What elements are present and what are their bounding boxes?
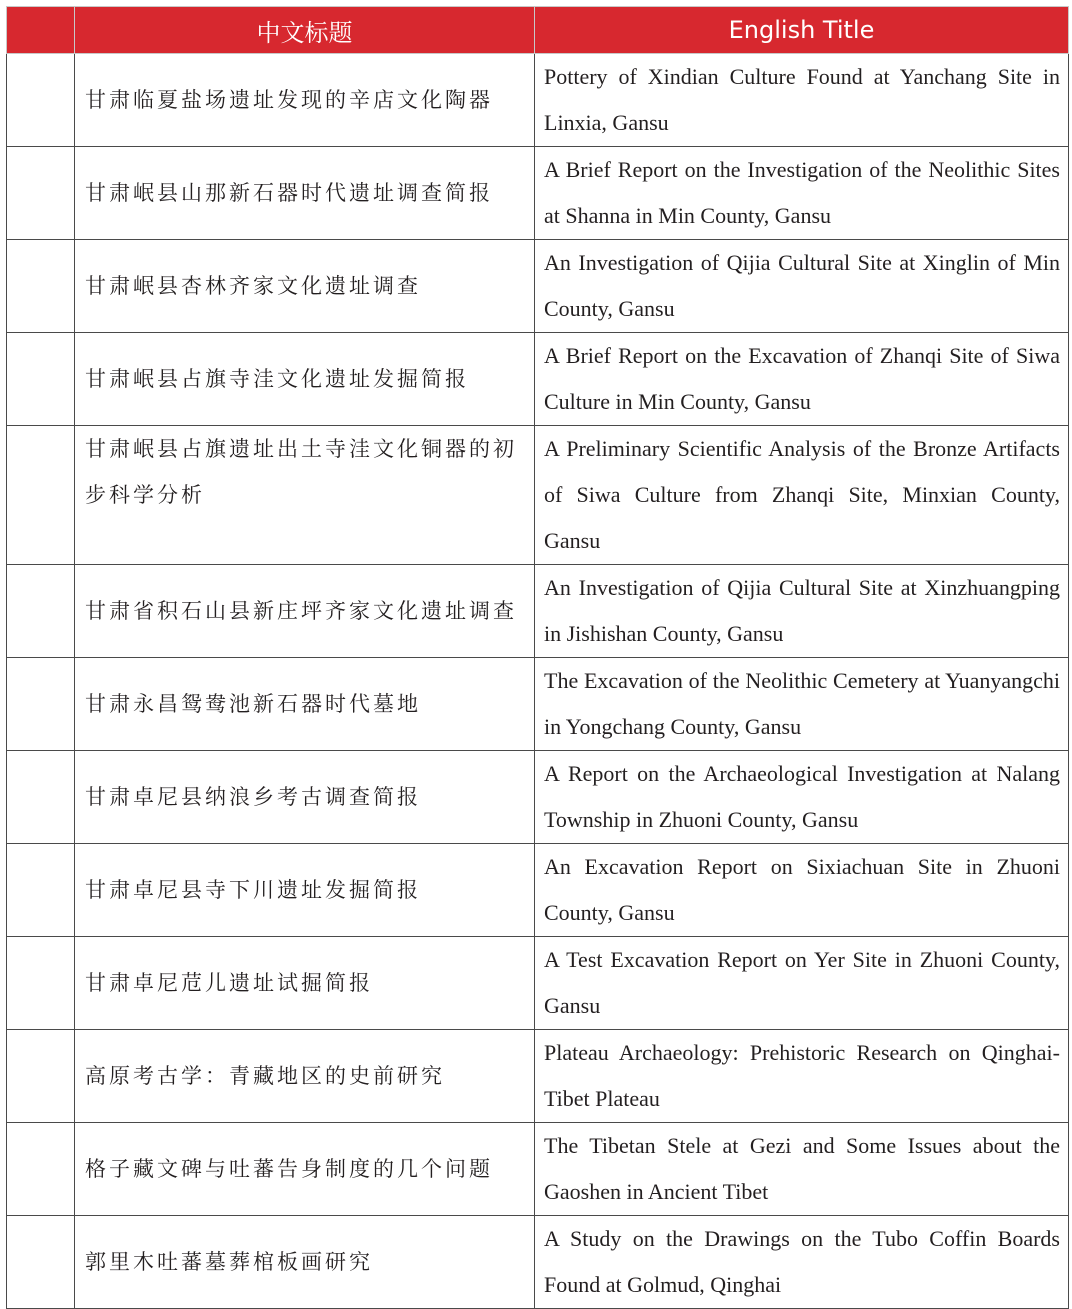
table-row	[7, 937, 1069, 1030]
table-row	[7, 333, 1069, 426]
header-english-title: English Title	[535, 7, 1069, 54]
header-row	[7, 7, 1069, 54]
index-cell	[7, 565, 75, 658]
index-cell	[7, 751, 75, 844]
chinese-title-cell: 甘肃岷县占旗寺洼文化遗址发掘简报	[75, 333, 535, 426]
index-cell	[7, 1216, 75, 1309]
english-title-cell: The Tibetan Stele at Gezi and Some Issues about the Gaoshen in Ancient Tibet	[535, 1123, 1069, 1216]
english-title-cell: Plateau Archaeology: Prehistoric Research on Qinghai-Tibet Plateau	[535, 1030, 1069, 1123]
chinese-title-cell: 甘肃卓尼县纳浪乡考古调查简报	[75, 751, 535, 844]
header-chinese-title: 中文标题	[75, 7, 535, 54]
table-row	[7, 565, 1069, 658]
chinese-title-cell: 甘肃岷县占旗遗址出土寺洼文化铜器的初步科学分析	[75, 426, 535, 565]
english-title-cell: A Brief Report on the Investigation of the Neolithic Sites at Shanna in Min County, Gansu	[535, 147, 1069, 240]
table-row	[7, 1123, 1069, 1216]
index-cell	[7, 240, 75, 333]
chinese-title-cell: 甘肃卓尼县寺下川遗址发掘简报	[75, 844, 535, 937]
chinese-title-cell: 甘肃卓尼苊儿遗址试掘简报	[75, 937, 535, 1030]
chinese-title-cell: 格子藏文碑与吐蕃告身制度的几个问题	[75, 1123, 535, 1216]
table-row	[7, 1030, 1069, 1123]
table-row	[7, 844, 1069, 937]
english-title-cell: An Excavation Report on Sixiachuan Site in Zhuoni County, Gansu	[535, 844, 1069, 937]
english-title-cell: A Study on the Drawings on the Tubo Coffin Boards Found at Golmud, Qinghai	[535, 1216, 1069, 1309]
chinese-title-cell: 甘肃临夏盐场遗址发现的辛店文化陶器	[75, 54, 535, 147]
table-row	[7, 1216, 1069, 1309]
english-title-cell: Pottery of Xindian Culture Found at Yanchang Site in Linxia, Gansu	[535, 54, 1069, 147]
header-index-cell	[7, 7, 75, 54]
chinese-title-cell: 甘肃永昌鸳鸯池新石器时代墓地	[75, 658, 535, 751]
english-title-cell: A Test Excavation Report on Yer Site in Zhuoni County, Gansu	[535, 937, 1069, 1030]
english-title-cell: An Investigation of Qijia Cultural Site at Xinzhuangping in Jishishan County, Gansu	[535, 565, 1069, 658]
english-title-cell: A Brief Report on the Excavation of Zhanqi Site of Siwa Culture in Min County, Gansu	[535, 333, 1069, 426]
index-cell	[7, 658, 75, 751]
index-cell	[7, 1030, 75, 1123]
index-cell	[7, 54, 75, 147]
table-row	[7, 240, 1069, 333]
chinese-title-cell: 高原考古学：青藏地区的史前研究	[75, 1030, 535, 1123]
table-row	[7, 751, 1069, 844]
english-title-cell: A Preliminary Scientific Analysis of the Bronze Artifacts of Siwa Culture from Zhanqi Site, Minxian County, Gansu	[535, 426, 1069, 565]
chinese-title-cell: 郭里木吐蕃墓葬棺板画研究	[75, 1216, 535, 1309]
table-row	[7, 147, 1069, 240]
index-cell	[7, 844, 75, 937]
english-title-cell: The Excavation of the Neolithic Cemetery at Yuanyangchi in Yongchang County, Gansu	[535, 658, 1069, 751]
chinese-title-cell: 甘肃省积石山县新庄坪齐家文化遗址调查	[75, 565, 535, 658]
index-cell	[7, 333, 75, 426]
table-row	[7, 658, 1069, 751]
index-cell	[7, 937, 75, 1030]
chinese-title-cell: 甘肃岷县杏林齐家文化遗址调查	[75, 240, 535, 333]
index-cell	[7, 426, 75, 565]
index-cell	[7, 147, 75, 240]
english-title-cell: A Report on the Archaeological Investigation at Nalang Township in Zhuoni County, Gansu	[535, 751, 1069, 844]
table-row	[7, 54, 1069, 147]
titles-table	[6, 6, 1069, 1309]
english-title-cell: An Investigation of Qijia Cultural Site at Xinglin of Min County, Gansu	[535, 240, 1069, 333]
chinese-title-cell: 甘肃岷县山那新石器时代遗址调查简报	[75, 147, 535, 240]
table-row	[7, 426, 1069, 565]
index-cell	[7, 1123, 75, 1216]
